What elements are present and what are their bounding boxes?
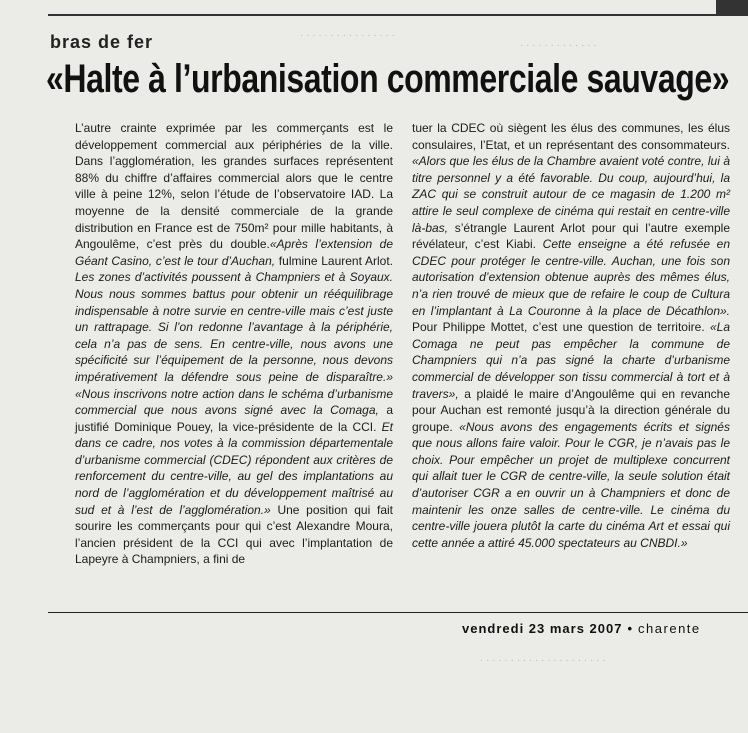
- quote-text: «Nous avons des engagements écrits et signés que nous allons faire valoir. Pour le CGR, je n’avais pas le choix. Pour empêcher un projet de multiplexe concurrent qui allait tuer le CGR de centre-ville, la seule solution était d’autoriser CGR a en ouvrir un à Champniers et donc de maintenir les onze salles de centre-ville. Le cinéma du centre-ville jouera plutôt la carte du cinéma Art et essai qui cette année a attiré 45.000 spectateurs au CNBDI.»: [412, 419, 730, 550]
- corner-block: [716, 0, 748, 16]
- top-rule: [48, 14, 748, 16]
- quote-text: Cette enseigne a été refusée en CDEC pour protéger le centre-ville. Auchan, une fois son autorisation d’extension obtenue auprès des mêmes élus, n’a rien trouvé de mieux que de refaire le coup de Cultura en l’implantant à La Couronne à la place de Décathlon».: [412, 237, 730, 318]
- bottom-rule: [48, 612, 748, 613]
- show-through-text: · · · · · · · · · · · · ·: [520, 40, 597, 51]
- quote-text: «Après l’extension de Géant Casino, c’est le tour d’Auchan,: [75, 237, 393, 268]
- body-text: tuer la CDEC où siègent les élus des communes, les élus consulaires, l’Etat, et un représentant des consommateurs.: [412, 121, 730, 152]
- edition-region: charente: [638, 621, 701, 636]
- body-text: s’étrangle Laurent Arlot pour qui l’autre exemple révélateur, c’est Kiabi.: [412, 220, 730, 252]
- body-text: Une position qui fait sourire les commerçants pour qui c’est Alexandre Moura, l’ancien président de la CCI qui avec l’implantation de Lapeyre à Champniers, a fini de: [75, 502, 393, 567]
- quote-text: Les zones d’activités poussent à Champniers et à Soyaux. Nous nous sommes battus pour obtenir un rééquilibrage indispensable à notre survie en centre-ville mais c’est juste un rattrapage. Si l’on redonne l’avantage à la périphérie, cela n’a pas de sens. En centre-ville, nous avons une spécificité sur l’équipement de la personne, nous devons impérativement la défendre sous peine de disparaître.» «Nous inscrivons notre action dans le schéma d’urbanisme commercial que nous avons signé avec la Comaga,: [75, 270, 393, 418]
- column-text: [75, 120, 393, 568]
- body-text: Pour Philippe Mottet, c’est une question de territoire.: [412, 320, 710, 335]
- footer-dateline: [462, 621, 701, 636]
- show-through-text: · · · · · · · · · · · · · · · · · · · · ·: [480, 655, 606, 666]
- column-text: [412, 120, 730, 551]
- footer-separator: •: [627, 621, 634, 636]
- quote-text: «La Comaga ne peut pas empêcher la commune de Champniers qui n’a pas signé la charte d’urbanisme commercial de développer son tissu commercial à tort et à travers»,: [412, 320, 730, 401]
- quote-text: «Alors que les élus de la Chambre avaient voté contre, lui à titre personnel y a été favorable. Du coup, aujourd’hui, la ZAC qui se construit autour de ce magasin de 1.200 m² attire le seul complexe de cinéma qui restait en centre-ville là-bas,: [412, 154, 730, 235]
- article-column-right: [412, 120, 730, 551]
- show-through-text: · · · · · · · · · · · · · · · ·: [300, 30, 395, 41]
- article-column-left: [75, 120, 393, 568]
- issue-date: vendredi 23 mars 2007: [462, 621, 623, 636]
- body-text: fulmine Laurent Arlot.: [275, 253, 393, 268]
- headline: «Halte à l’urbanisation commerciale sauvage»: [46, 57, 730, 101]
- body-text: L’autre crainte exprimée par les commerçants est le développement commercial aux périphéries de la ville. Dans l’agglomération, les grandes surfaces représentent 88% du chiffre d’affaires commercial alors que le centre ville à peine 12%, selon l’étude de l’observatoire IAD. La moyenne de la densité commerciale de la grande distribution en France est de 750m² pour mille habitants, à Angoulême, c’est près du double.: [75, 121, 393, 252]
- section-label: bras de fer: [50, 32, 154, 52]
- body-text: a justifié Dominique Pouey, la vice-présidente de la CCI.: [75, 403, 393, 434]
- body-text: a plaidé le maire d’Angoulême qui en revanche pour Auchan est remonté jusqu’à la direction générale du groupe.: [412, 386, 730, 434]
- quote-text: Et dans ce cadre, nos votes à la commission départementale d’urbanisme commercial (CDEC) répondent aux critères de renforcement du centre-ville, au gel des implantations au nord de l’agglomération et du développement maîtrisé au sud et à l’est de l’agglomération.»: [75, 419, 393, 517]
